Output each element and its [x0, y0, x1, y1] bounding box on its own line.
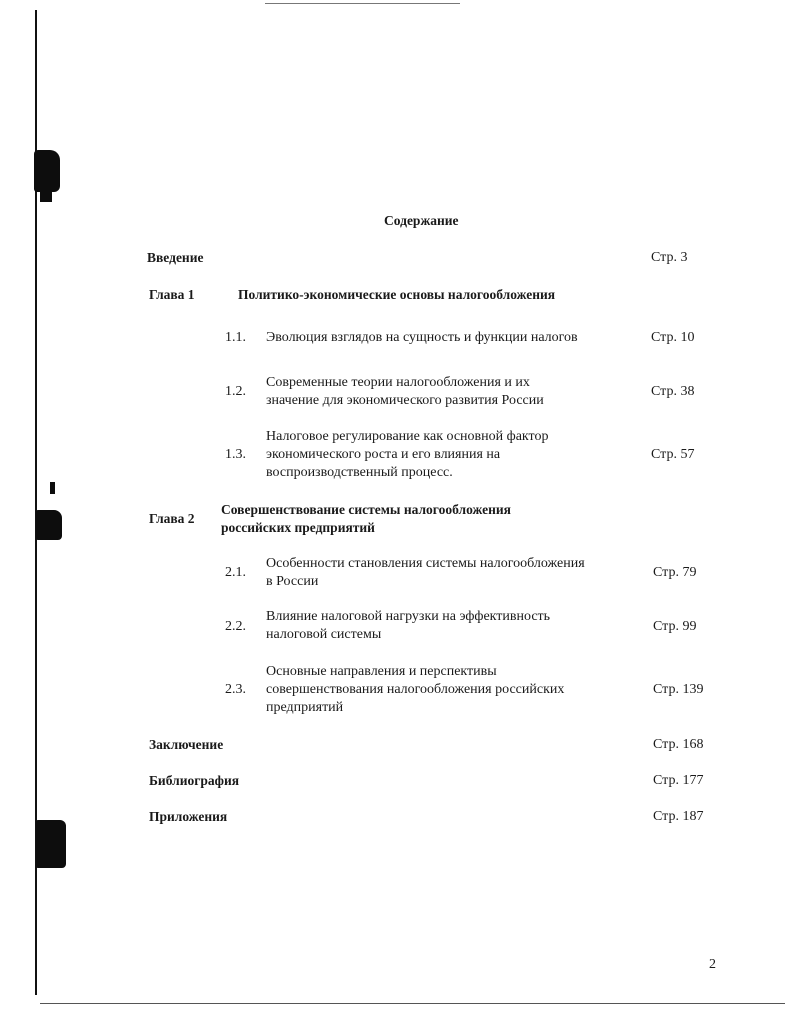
section-title-line: Эволюция взглядов на сущность и функции налогов — [266, 330, 578, 345]
scan-blot-3 — [50, 482, 55, 494]
section-title-line: Налоговое регулирование как основной фактор — [266, 429, 549, 444]
chapter2-title-line: Совершенствование системы налогообложения — [221, 502, 511, 517]
chapter1-title: Политико-экономические основы налогообложения — [238, 287, 556, 302]
appendices-label: Приложения — [149, 809, 228, 824]
page-number: 2 — [709, 957, 716, 972]
conclusion-page: Стр. 168 — [653, 737, 704, 752]
section-page: Стр. 10 — [651, 330, 695, 345]
section-page: Стр. 139 — [653, 682, 704, 697]
section-title-line: совершенствования налогообложения российских — [266, 682, 565, 697]
scan-blot-5 — [36, 820, 66, 868]
intro-page: Стр. 3 — [651, 250, 688, 265]
chapter2-label: Глава 2 — [149, 511, 195, 526]
section-title-line: экономического роста и его влияния на — [266, 447, 501, 462]
scan-bottom-edge-line — [40, 1003, 785, 1004]
section-title-line: Основные направления и перспективы — [266, 664, 497, 679]
scan-blot-2 — [40, 192, 52, 202]
section-number: 1.2. — [225, 384, 246, 399]
section-title-line: в России — [266, 574, 319, 589]
section-title-line: предприятий — [266, 700, 344, 715]
section-number: 2.3. — [225, 682, 246, 697]
section-title-line: Современные теории налогообложения и их — [266, 375, 530, 390]
scan-blot-1 — [34, 150, 60, 192]
section-title-line: Особенности становления системы налогообложения — [266, 556, 585, 571]
section-number: 1.3. — [225, 447, 246, 462]
chapter2-title-line: российских предприятий — [221, 520, 375, 535]
bibliography-page: Стр. 177 — [653, 773, 704, 788]
scan-top-edge-line — [265, 3, 460, 4]
section-title-line: воспроизводственный процесс. — [266, 465, 453, 480]
section-page: Стр. 38 — [651, 384, 695, 399]
section-page: Стр. 57 — [651, 447, 695, 462]
section-title-line: значение для экономического развития России — [266, 393, 544, 408]
section-title-line: Влияние налоговой нагрузки на эффективность — [266, 609, 551, 624]
chapter1-label: Глава 1 — [149, 287, 195, 302]
scan-blot-4 — [36, 510, 62, 540]
section-title-line: налоговой системы — [266, 627, 382, 642]
contents-title: Содержание — [384, 213, 459, 228]
appendices-page: Стр. 187 — [653, 809, 704, 824]
bibliography-label: Библиография — [149, 773, 240, 788]
section-number: 1.1. — [225, 330, 246, 345]
intro-label: Введение — [147, 250, 204, 265]
section-number: 2.1. — [225, 565, 246, 580]
section-page: Стр. 99 — [653, 619, 697, 634]
conclusion-label: Заключение — [149, 737, 224, 752]
section-page: Стр. 79 — [653, 565, 697, 580]
section-number: 2.2. — [225, 619, 246, 634]
